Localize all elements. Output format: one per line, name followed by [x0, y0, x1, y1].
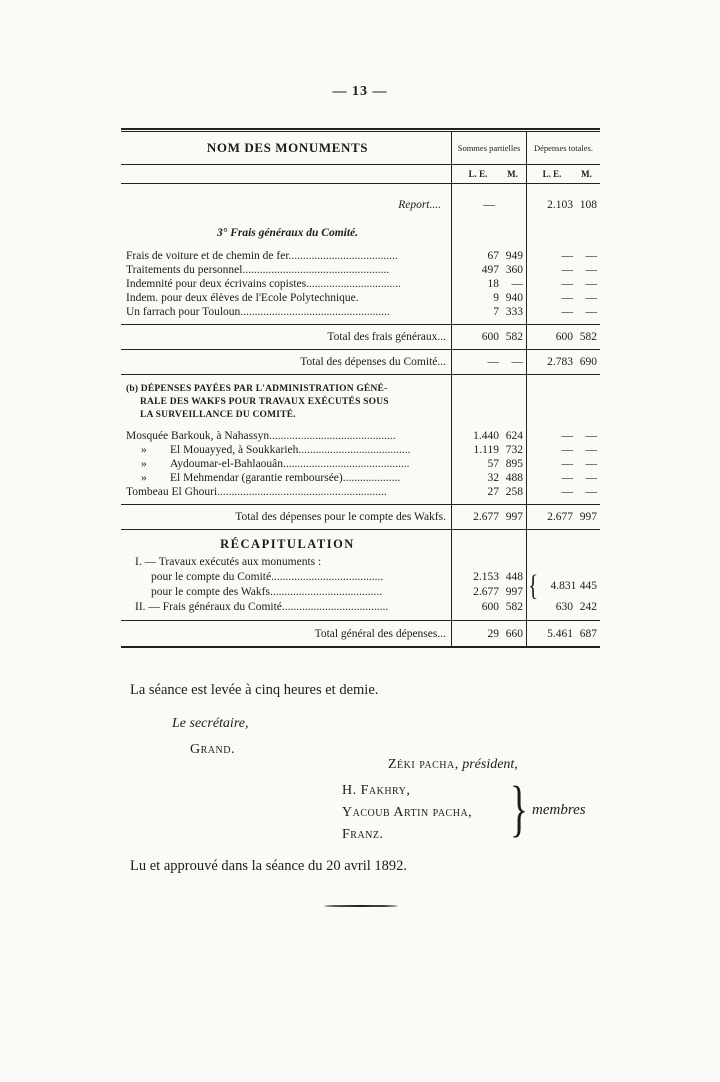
table-row: Traitements du personnel................................................... 497 360 — —: [121, 263, 600, 277]
secretary-label: Le secrétaire,: [172, 716, 249, 731]
report-dt-m: 108: [579, 199, 597, 211]
subheader-le: L. E.: [542, 169, 562, 179]
row-label: II. — Frais généraux du Comité.....................................: [135, 601, 389, 613]
grouping-brace: {: [528, 569, 539, 602]
table-row: pour le compte du Comité....................................... 2.153 448: [121, 570, 600, 585]
ditto-mark: »: [141, 444, 147, 456]
table-row: pour le compte des Wakfs....................................... 2.677 997: [121, 585, 600, 600]
total-label: Total général des dépenses...: [314, 628, 446, 640]
row-label: pour le compte des Wakfs.......................................: [151, 586, 383, 598]
section2-line: RALE DES WAKFS POUR TRAVAUX EXÉCUTÉS SOUS: [140, 397, 389, 407]
president-signature: [388, 757, 518, 773]
row-label: Tombeau El Ghouri...........................................................: [126, 486, 387, 498]
header-total-expenses: Dépenses totales.: [526, 132, 600, 164]
row-label: El Mouayyed, à Soukkarieh.......................................: [170, 444, 411, 456]
total-label: Total des dépenses du Comité...: [300, 356, 446, 368]
president-title: président,: [462, 757, 518, 772]
row-report: [121, 184, 600, 217]
table-subheader-row: [121, 165, 600, 183]
table-row: » El Mehmendar (garantie remboursée).................... 32 488 — —: [121, 471, 600, 485]
table-row: Un farrach pour Touloun.................................................... 7 333 — —: [121, 305, 600, 324]
section2-line: (b) DÉPENSES PAYÉES PAR L'ADMINISTRATION GÉNÉ-: [126, 384, 388, 394]
row-section2-title: [121, 375, 600, 429]
seance-statement: La séance est levée à cinq heures et demie.: [130, 682, 379, 698]
recap-line1: I. — Travaux exécutés aux monuments :: [135, 556, 322, 568]
approval-statement: Lu et approuvé dans la séance du 20 avril 1892.: [130, 858, 408, 874]
table-row: » El Mouayyed, à Soukkarieh....................................... 1.119 732 — —: [121, 443, 600, 457]
header-partial-sums: Sommes partielles: [451, 132, 526, 164]
table-row: Mosquée Barkouk, à Nahassyn............................................ 1.440 624 — —: [121, 429, 600, 443]
row-recap-title: [121, 530, 600, 555]
row-label: Traitements du personnel...................................................: [126, 264, 390, 276]
row-label: Indem. pour deux élèves de l'Ecole Polytechnique.: [126, 292, 359, 304]
report-label: Report....: [398, 199, 441, 211]
member-name: Franz.: [342, 827, 384, 842]
page-number: — 13 —: [332, 84, 388, 99]
table-row: Indem. pour deux élèves de l'Ecole Polytechnique. 9 940 — —: [121, 291, 600, 305]
end-rule: [324, 905, 398, 907]
recap-combined-total: { 4.831 445: [528, 569, 597, 602]
members-label: membres: [532, 802, 586, 818]
section2-line: LA SURVEILLANCE DU COMITÉ.: [140, 410, 296, 420]
table-bottom-rule: [121, 646, 600, 648]
section1-title: 3° Frais généraux du Comité.: [216, 227, 359, 239]
row-label: El Mehmendar (garantie remboursée)....................: [170, 472, 401, 484]
report-sp: —: [483, 199, 495, 211]
subheader-le: L. E.: [468, 169, 488, 179]
report-dt-le: 2.103: [547, 199, 573, 211]
recap-title: RÉCAPITULATION: [220, 537, 355, 551]
total-label: Total des dépenses pour le compte des Wakfs.: [235, 511, 446, 523]
table-row: [121, 555, 600, 570]
ditto-mark: »: [141, 458, 147, 470]
row-label: pour le compte du Comité.......................................: [151, 571, 384, 583]
row-label: Frais de voiture et de chemin de fer......................................: [126, 250, 398, 262]
header-monuments: NOM DES MONUMENTS: [206, 140, 369, 155]
table-row: Tombeau El Ghouri........................................................... 27 258 — —: [121, 485, 600, 504]
table-row: Indemnité pour deux écrivains copistes................................. 18 — — —: [121, 277, 600, 291]
secretary-name: Grand.: [190, 742, 235, 757]
row-total-frais: Total des frais généraux... 600 582 600 582: [121, 325, 600, 349]
row-section1-title: [121, 217, 600, 249]
row-total-wakfs: Total des dépenses pour le compte des Wakfs. 2.677 997 2.677 997: [121, 505, 600, 529]
expenses-table: [121, 128, 600, 648]
members-brace: }: [509, 775, 528, 843]
members-list: [342, 780, 472, 846]
table-row: Frais de voiture et de chemin de fer...................................... 67 949 — —: [121, 249, 600, 263]
recap-block: [121, 555, 600, 620]
row-total-general: Total général des dépenses... 29 660 5.461 687: [121, 621, 600, 646]
row-label: Indemnité pour deux écrivains copistes.................................: [126, 278, 401, 290]
row-total-comite: Total des dépenses du Comité... — — 2.783 690: [121, 350, 600, 374]
table-header-row: [121, 132, 600, 164]
table-row: » Aydoumar-el-Bahlaouân............................................ 57 895 — —: [121, 457, 600, 471]
subheader-m: M.: [581, 169, 592, 179]
member-name: Yacoub Artin pacha,: [342, 805, 473, 820]
subheader-m: M.: [507, 169, 518, 179]
member-name: H. Fakhry,: [342, 783, 411, 798]
row-label: Un farrach pour Touloun....................................................: [126, 306, 390, 318]
table-row: II. — Frais généraux du Comité..................................... 600 582 630 242: [121, 600, 600, 620]
president-name: Zéki pacha,: [388, 757, 459, 772]
total-label: Total des frais généraux...: [327, 331, 446, 343]
ditto-mark: »: [141, 472, 147, 484]
row-label: Aydoumar-el-Bahlaouân............................................: [170, 458, 410, 470]
row-label: Mosquée Barkouk, à Nahassyn............................................: [126, 430, 396, 442]
